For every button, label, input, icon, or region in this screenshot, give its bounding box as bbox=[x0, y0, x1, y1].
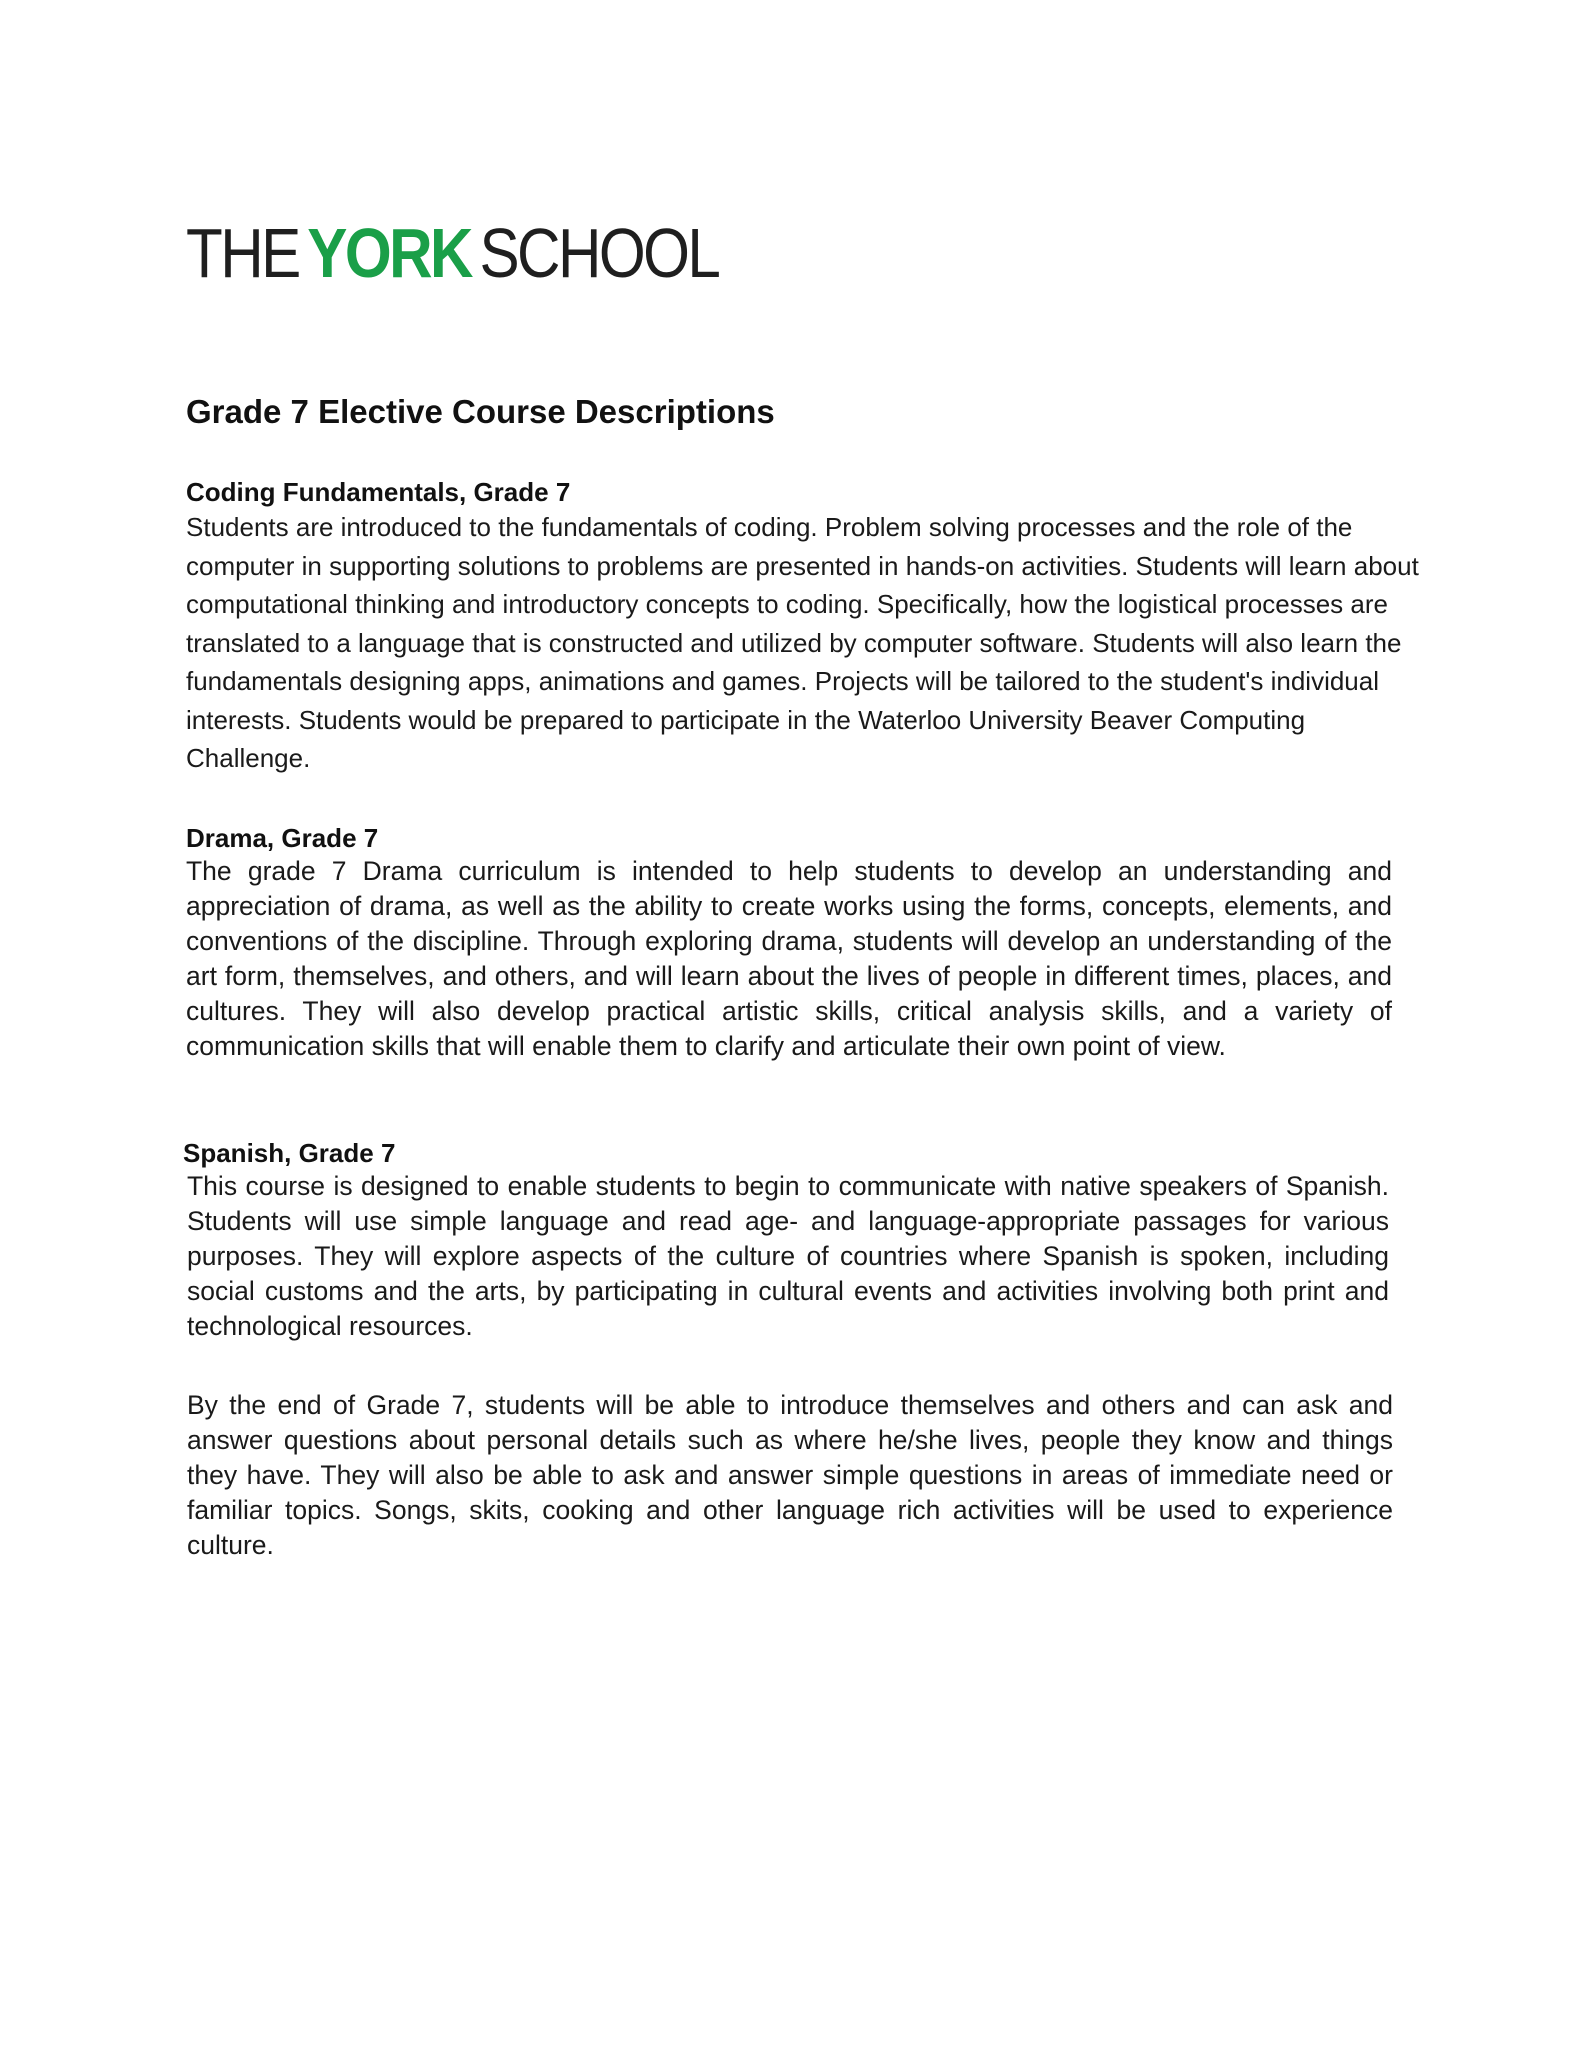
course-heading-coding: Coding Fundamentals, Grade 7 bbox=[186, 477, 571, 507]
course-section-drama bbox=[186, 822, 1392, 1064]
course-description-coding: Students are introduced to the fundamentals of coding. Problem solving processes and the role of the computer in supporting solutions to problems are presented in hands-on activities. Students will learn about computational thinking and introductory concepts to coding. Specifically, how the logistical processes are translated to a language that is constructed and utilized by computer software. Students will also learn the fundamentals designing apps, animations and games. Projects will be tailored to the student's individual interests. Students would be prepared to participate in the Waterloo University Beaver Computing Challenge. bbox=[186, 512, 1419, 773]
course-heading-spanish: Spanish, Grade 7 bbox=[183, 1138, 396, 1168]
logo-word-the: THE bbox=[186, 214, 299, 292]
course-description-spanish-outcomes: By the end of Grade 7, students will be able to introduce themselves and others and can ask and answer questions about personal details such as where he/she lives, people they know and things they have. They will also be able to ask and answer simple questions in areas of immediate need or familiar topics. Songs, skits, cooking and other language rich activities will be used to experience culture. bbox=[187, 1390, 1393, 1560]
logo-word-york: YORK bbox=[307, 214, 471, 292]
logo-word-school: SCHOOL bbox=[479, 214, 719, 292]
page-title: Grade 7 Elective Course Descriptions bbox=[186, 393, 775, 430]
school-logo bbox=[186, 214, 719, 292]
course-section-coding bbox=[186, 476, 1426, 778]
course-description-spanish: This course is designed to enable students to begin to communicate with native speakers of Spanish. Students will use simple language and read age- and language-appropriate passages for various purposes. They will explore aspects of the culture of countries where Spanish is spoken, including social customs and the arts, by participating in cultural events and activities involving both print and technological resources. bbox=[187, 1171, 1389, 1341]
course-section-spanish-outcomes bbox=[187, 1388, 1393, 1563]
course-section-spanish bbox=[183, 1137, 1389, 1344]
course-description-drama: The grade 7 Drama curriculum is intended to help students to develop an understanding and appreciation of drama, as well as the ability to create works using the forms, concepts, elements, and conventions of the discipline. Through exploring drama, students will develop an understanding of the art form, themselves, and others, and will learn about the lives of people in different times, places, and cultures. They will also develop practical artistic skills, critical analysis skills, and a variety of communication skills that will enable them to clarify and articulate their own point of view. bbox=[186, 856, 1392, 1061]
course-heading-drama: Drama, Grade 7 bbox=[186, 823, 379, 853]
